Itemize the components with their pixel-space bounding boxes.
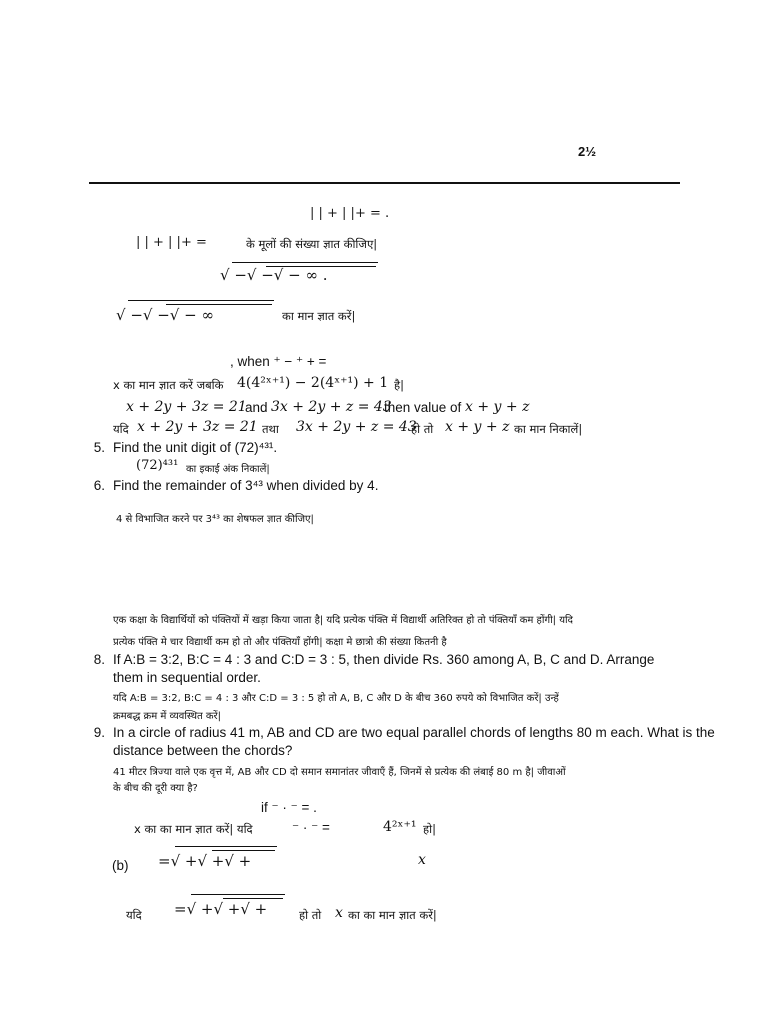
linear-eq-2: 3x + 2y + z = 43	[271, 399, 392, 415]
question-10-hindi-b: ⁻ · ⁻ =	[292, 820, 330, 835]
question-10-hindi-d: हो|	[423, 822, 436, 836]
question-9-english-line-1: In a circle of radius 41 m, AB and CD are two equal parallel chords of lengths 80 m each. What is the	[113, 725, 715, 740]
page-marker: 2½	[578, 144, 597, 159]
question-11-hindi-end: का का मान ज्ञात करें|	[348, 908, 437, 922]
question-5-number: 5.	[93, 440, 105, 455]
question-10-line-1: if ⁻ · ⁻ = .	[261, 800, 317, 815]
question-9-hindi-line-1: 41 मीटर त्रिज्या वाले एक वृत्त में, AB और CD दो समान समानांतर जीवाएँ हैं, जिनमें से प्रत्येक की लंबाई 80 m है| जीवाओं	[113, 767, 566, 778]
question-5-hindi-expr: (72)⁴³¹	[136, 458, 179, 473]
linear-hindi-tatha: तथा	[262, 422, 279, 436]
linear-hindi-if: यदि	[113, 422, 129, 436]
question-5-english: Find the unit digit of (72)⁴³¹.	[113, 440, 278, 455]
linear-hindi-eq-2: 3x + 2y + z = 43	[296, 419, 417, 435]
question-11-hindi-ho-to: हो तो	[299, 908, 322, 922]
nested-radical-2: √ −√ −√ − ∞	[116, 306, 214, 324]
question-9-english-line-2: distance between the chords?	[113, 743, 293, 758]
radical-bar-3	[175, 846, 277, 847]
linear-hindi-sum: x + y + z	[445, 419, 510, 435]
linear-eq-1: x + 2y + 3z = 21	[126, 399, 247, 415]
question-11-hindi-variable: x	[335, 905, 343, 921]
linear-eq-and: and	[245, 400, 268, 415]
equation-line-2: | | + | |+ =	[136, 235, 207, 250]
when-line: , when ⁺ − ⁺ + =	[230, 354, 327, 369]
nested-radical-1: √ −√ −√ − ∞ .	[220, 266, 328, 284]
linear-hindi-eq-1: x + 2y + 3z = 21	[137, 419, 258, 435]
question-11-hindi-expression: =√ +√ +√ +	[174, 900, 268, 918]
linear-hindi-ho-to: हो तो	[411, 422, 434, 436]
linear-hindi-end: का मान निकालें|	[514, 422, 583, 436]
question-10-hindi-c: 4²ˣ⁺¹	[383, 819, 417, 835]
question-8-hindi-line-2: क्रमबद्ध क्रम में व्यवस्थित करें|	[113, 711, 222, 722]
question-8-english-line-1: If A:B = 3:2, B:C = 4 : 3 and C:D = 3 : 5, then divide Rs. 360 among A, B, C and D. Arrange	[113, 652, 655, 667]
radical-bar-4	[191, 894, 285, 895]
question-11-variable: x	[418, 852, 426, 868]
question-11-label: (b)	[112, 858, 129, 873]
question-11-expression: =√ +√ +√ +	[158, 852, 252, 870]
question-6-number: 6.	[93, 478, 105, 493]
question-8-hindi-line-1: यदि A:B = 3:2, B:C = 4 : 3 और C:D = 3 : 5 हो तो A, B, C और D के बीच 360 रुपये को विभाजित करें| उन्हें	[113, 693, 559, 704]
linear-eq-then: then value of	[384, 400, 462, 415]
question-5-hindi: का इकाई अंक निकालें|	[186, 464, 270, 475]
question-6-english: Find the remainder of 3⁴³ when divided by 4.	[113, 478, 379, 493]
question-9-number: 9.	[93, 725, 105, 740]
radical-bar-3b	[212, 850, 275, 851]
linear-eq-sum: x + y + z	[465, 399, 530, 415]
nested-radical-2-hindi: का मान ज्ञात करें|	[282, 309, 356, 323]
question-10-hindi-a: x का का मान ज्ञात करें| यदि	[134, 822, 253, 836]
question-7-hindi-line-2: प्रत्येक पंक्ति मे चार विद्यार्थी कम हो तो और पंक्तियाँ होंगी| कक्षा मे छात्रो की संख्या कितनी है	[113, 637, 447, 648]
exponential-question-hindi: x का मान ज्ञात करें जबकि	[113, 378, 224, 392]
exponential-expression: 4(4²ˣ⁺¹) − 2(4ˣ⁺¹) + 1	[237, 375, 389, 391]
question-9-hindi-line-2: के बीच की दूरी क्या है?	[113, 783, 198, 794]
question-6-hindi: 4 से विभाजित करने पर 3⁴³ का शेषफल ज्ञात कीजिए|	[116, 514, 314, 525]
exponential-question-end: है|	[394, 378, 404, 392]
equation-line-2-hindi: के मूलों की संख्या ज्ञात कीजिए|	[246, 237, 378, 251]
question-8-english-line-2: them in sequential order.	[113, 670, 261, 685]
question-11-hindi-if: यदि	[126, 908, 142, 922]
radical-bar-1	[232, 262, 378, 263]
radical-bar-2	[128, 300, 274, 301]
question-8-number: 8.	[93, 652, 105, 667]
radical-bar-4b	[223, 898, 283, 899]
radical-bar-2b	[166, 304, 272, 305]
question-7-hindi-line-1: एक कक्षा के विद्यार्थियों को पंक्तियों में खड़ा किया जाता है| यदि प्रत्येक पंक्ति में विद्यार्थी अतिरिक्त हो तो पंक्तियाँ कम होंगी| यदि	[113, 615, 573, 626]
equation-line-1: | | + | |+ = .	[310, 206, 390, 221]
header-rule	[89, 182, 680, 184]
